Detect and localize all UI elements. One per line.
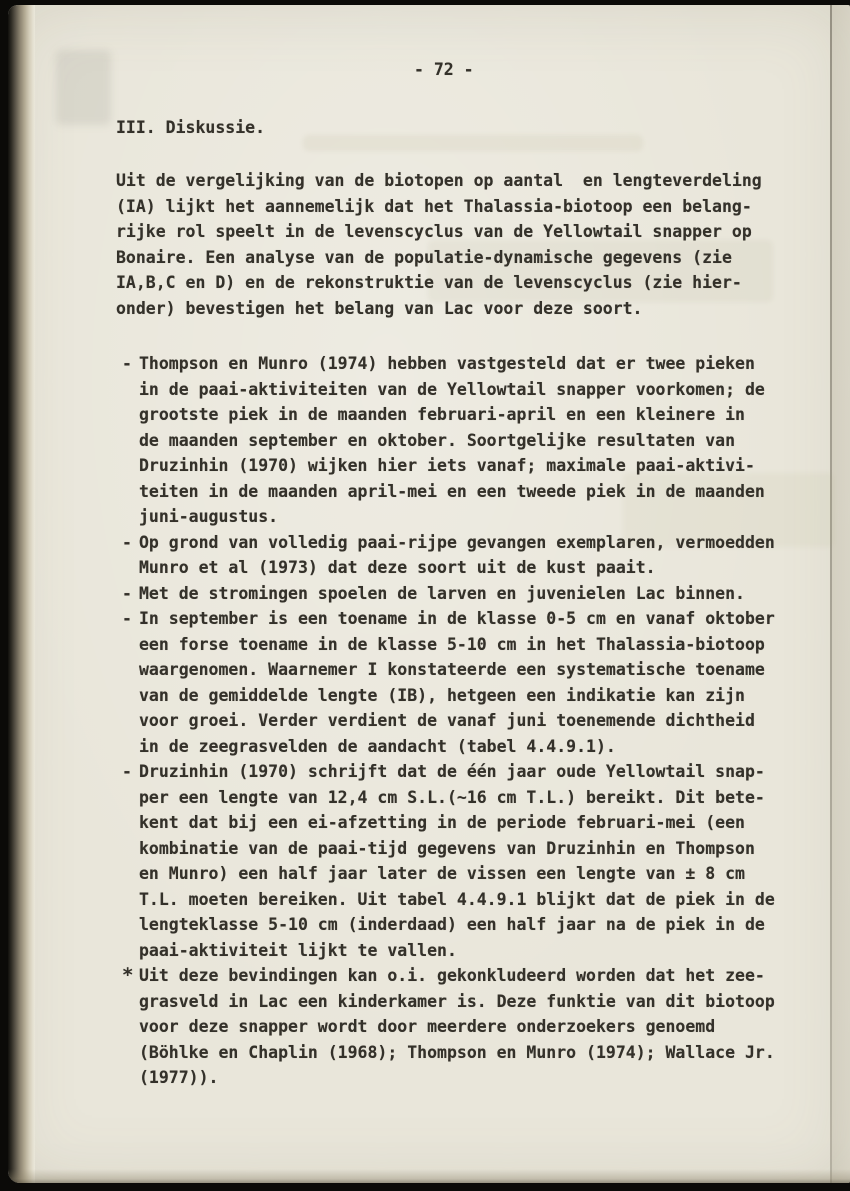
asterisk-marker: * <box>122 964 134 986</box>
bullet-line: kent dat bij een ei-afzetting in de periode februari-mei (een <box>139 813 745 832</box>
bullet-line: (Böhlke en Chaplin (1968); Thompson en Munro (1974); Wallace Jr. <box>139 1042 775 1062</box>
bullet-line: en Munro) een half jaar later de vissen een lengte van ± 8 cm <box>139 864 745 883</box>
bullet-line: de maanden september en oktober. Soortgelijke resultaten van <box>139 430 736 450</box>
bullet-item <box>122 759 775 963</box>
bullet-line: van de gemiddelde lengte (IB), hetgeen een indikatie kan zijn <box>139 685 745 705</box>
intro-line: rijke rol speelt in de levenscyclus van de Yellowtail snapper op <box>116 222 752 241</box>
page-number: - 72 - <box>414 60 474 79</box>
bullet-line: T.L. moeten bereiken. Uit tabel 4.4.9.1 blijkt dat de piek in de <box>139 889 775 909</box>
bullet-line: lengteklasse 5-10 cm (inderdaad) een half jaar na de piek in de <box>139 915 765 934</box>
bullet-line: paai-aktiviteit lijkt te vallen. <box>139 940 457 960</box>
bullet-line: in de paai-aktiviteiten van de Yellowtail snapper voorkomen; de <box>139 379 765 399</box>
intro-line: Uit de vergelijking van de biotopen op aantal en lengteverdeling <box>116 171 762 190</box>
bleedthrough-smudge <box>303 135 643 151</box>
dash-marker: - <box>122 762 132 781</box>
bullet-line: Thompson en Munro (1974) hebben vastgesteld dat er twee pieken <box>139 354 755 373</box>
intro-line: (IA) lijkt het aannemelijk dat het Thalassia-biotoop een belang- <box>116 196 752 216</box>
bullet-item <box>122 530 775 581</box>
bullet-line: kombinatie van de paai-tijd gegevens van Druzinhin en Thompson <box>139 838 755 858</box>
dash-marker: - <box>122 354 132 373</box>
page-edge-line <box>830 5 832 1183</box>
bullet-line: juni-augustus. <box>139 507 279 526</box>
bullet-line: per een lengte van 12,4 cm S.L.(~16 cm T.L.) bereikt. Dit bete- <box>139 787 765 807</box>
book-left-page-edges <box>8 5 35 1183</box>
bullet-item <box>122 963 775 1091</box>
bullet-line: Munro et al (1973) dat deze soort uit de kust paait. <box>139 558 656 577</box>
bullet-line: (1977)). <box>139 1068 219 1087</box>
bullet-item <box>122 581 775 607</box>
dash-marker: - <box>122 583 132 603</box>
bullet-line: grootste piek in de maanden februari-april en een kleinere in <box>139 405 745 424</box>
bullet-list <box>122 351 775 1091</box>
bullet-line: Uit deze bevindingen kan o.i. gekonkludeerd worden dat het zee- <box>139 966 765 985</box>
bullet-line: Met de stromingen spoelen de larven en juvenielen Lac binnen. <box>139 583 745 603</box>
bullet-line: grasveld in Lac een kinderkamer is. Deze funktie van dit biotoop <box>139 991 775 1011</box>
section-heading: III. Diskussie. <box>116 118 266 137</box>
intro-line: Bonaire. Een analyse van de populatie-dynamische gegevens (zie <box>116 247 732 267</box>
bullet-line: een forse toename in de klasse 5-10 cm in het Thalassia-biotoop <box>139 634 765 654</box>
next-page-sliver <box>832 5 850 1183</box>
bullet-line: waargenomen. Waarnemer I konstateerde een systematische toename <box>139 660 765 679</box>
corner-smudge <box>56 50 111 125</box>
bullet-line: teiten in de maanden april-mei en een tweede piek in de maanden <box>139 481 765 501</box>
bottom-page-shadow <box>8 1169 850 1183</box>
intro-line: IA,B,C en D) en de rekonstruktie van de levenscyclus (zie hier- <box>116 273 742 292</box>
intro-line: onder) bevestigen het belang van Lac voor deze soort. <box>116 298 643 318</box>
bullet-line: Druzinhin (1970) schrijft dat de één jaar oude Yellowtail snap- <box>139 762 765 781</box>
bullet-line: Op grond van volledig paai-rijpe gevangen exemplaren, vermoedden <box>139 532 775 552</box>
bullet-line: voor deze snapper wordt door meerdere onderzoekers genoemd <box>139 1017 716 1036</box>
dash-marker: - <box>122 532 132 552</box>
bullet-line: In september is een toename in de klasse 0-5 cm en vanaf oktober <box>139 609 775 628</box>
bullet-item <box>122 351 775 530</box>
bullet-item <box>122 606 775 759</box>
intro-paragraph <box>116 168 762 321</box>
bullet-line: Druzinhin (1970) wijken hier iets vanaf; maximale paai-aktivi- <box>139 456 755 475</box>
bullet-line: voor groei. Verder verdient de vanaf juni toenemende dichtheid <box>139 711 755 730</box>
bullet-line: in de zeegrasvelden de aandacht (tabel 4.4.9.1). <box>139 736 616 756</box>
dash-marker: - <box>122 609 132 628</box>
